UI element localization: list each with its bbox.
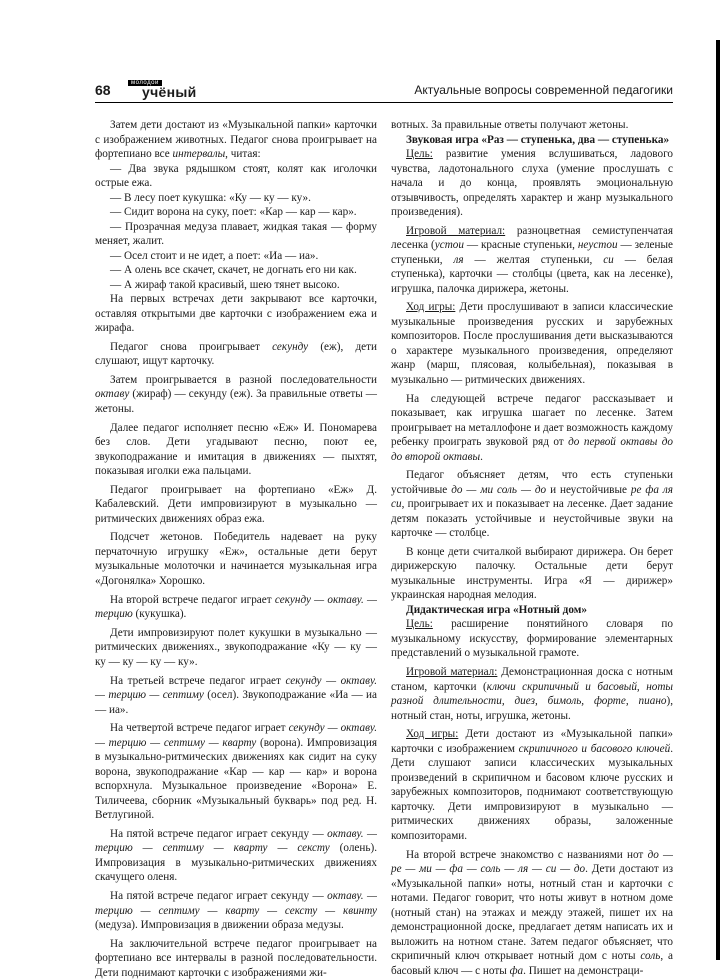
text-run: Далее педагог исполняет песню «Еж» И. Пономарева без слов. Дети угадывают песню, поют ее, звукоподражание и имитация в движениях — пыхтят, показывая иголки ежа пальцами. [95,421,377,478]
italic-text: октаву. — терцию — септиму — кварту — сексту — квинту [95,890,377,917]
italic-text: до — ре — ми — фа — соль — ля — си — до [391,848,673,875]
text-run: развитие умения вслушиваться, ладового чувства, ладотонального слуха (умение прослушать с начала и до конца, проявлять эмоциональную отзывчивость, определять характер и жанр музыкального произведения). [391,148,673,218]
text-run: (медуза). Импровизация в движении образа медузы. [95,919,344,932]
paragraph [391,147,673,220]
page-header [95,80,673,103]
section-heading [391,133,673,148]
paragraph [391,392,673,465]
page-number: 68 [95,82,111,98]
text-run: — красные ступеньки, [463,239,578,252]
paragraph [391,118,673,133]
text-run: На первых встречах дети закрывают все карточки, оставляя открытыми две карточки с изображением ежа и жирафа. [95,293,377,334]
text-run: Звуковая игра «Раз — ступенька, два — ступенька» [406,133,670,146]
text-run: — А жираф такой красивый, шею тянет высоко. [110,278,340,291]
text-run: На второй встрече знакомство с названиями нот [406,848,648,861]
text-run: (еж), дети слушают, ищут карточку. [95,340,377,368]
section-heading [391,603,673,618]
text-run: На пятой встрече педагог играет секунду — [110,827,328,840]
italic-text: фа [509,964,524,977]
text-run: . Пишет на демонстраци- [523,964,644,977]
text-run: Дидактическая игра «Нотный дом» [406,603,587,616]
paragraph [95,421,377,479]
paragraph [391,665,673,723]
paragraph [391,727,673,843]
italic-text: ля [453,253,464,266]
underlined-label: Ход игры: [406,728,459,741]
italic-text: интервалы [172,148,226,160]
text-run: Дети достают из «Музыкальной папки» карточки с изображением [391,728,673,755]
text-run: . Дети слушают записи классических музыкальных произведений в скрипичном и басовом ключе русских и зарубежных композиторов, поднимают соответствующую карточку. Дети импровизируют в музыкально — ритмических движениях образы, заложенные композиторами. [391,742,673,842]
paragraph [391,300,673,387]
italic-text: октаву [95,388,130,401]
paragraph [95,373,377,417]
text-run: Педагог объясняет детям, что есть ступеньки устойчивые [391,469,673,496]
italic-text: скрипичного и басового ключей [518,742,671,755]
text-run: , проигрывает их и показывает на лесенке. Дает задание детям показать устойчивые и неустойчивые звуки на карточке — столбце. [391,498,673,540]
text-run: Дети прослушивают в записи классические музыкальные произведения русских и зарубежных композиторов. После прослушивания дети высказываются о характере музыкального произведения, определяют жанр (марш, плясовая, колыбельная), показывая в музыкально — ритмических движениях. [391,301,673,386]
text-run: — желтая ступеньки, [463,253,604,266]
italic-text: секунду — октаву. — терцию — септиму — кварту [95,722,377,749]
italic-text: октаву. — терцию — септиму — кварту — сексту [95,827,377,855]
paragraph [391,468,673,541]
text-run: На пятой встрече педагог играет секунду — [110,890,328,903]
italic-text: ключи скрипичный и басовый, ноты разной длительности, диез, бимоль, форте, пиано [391,680,674,708]
journal-logo [128,80,200,100]
italic-text: неустои [577,239,618,252]
paragraph [95,205,377,220]
text-run: расширение понятийного словаря по музыкальному искусству, формирование элементарных представлений о музыкальной грамоте. [391,618,673,660]
page-edge-shadow [716,40,720,960]
text-run: Педагог проигрывает на фортепиано «Еж» Д. Кабалевский. Дети импровизируют в музыкально — ритмических движениях образ ежа. [95,483,377,525]
paragraph [391,545,673,603]
paragraph [95,827,377,885]
text-run: — Прозрачная медуза плавает, жидкая такая — форму меняет, жалит. [95,220,377,247]
text-run: — В лесу поет кукушка: «Ку — ку — ку». [110,191,311,204]
paragraph [95,263,377,278]
underlined-label: Игровой материал: [406,224,506,237]
underlined-label: Игровой материал: [406,666,498,679]
text-run: разноцветная семиступенчатая лесенка ( [391,224,674,252]
paragraph [95,162,377,191]
paragraph [95,292,377,336]
text-run: Затем дети достают из «Музыкальной папки» карточки с изображением животных. Педагог снова проигрывает на фортепиано все [95,119,377,160]
right-column [391,118,673,978]
paragraph [95,937,377,980]
italic-text: устои [434,239,464,252]
text-run: Демонстрационная доска с нотным станом, карточки ( [391,666,674,693]
paragraph [95,118,377,162]
logo-small-text: молодой [128,80,162,86]
paragraph [95,249,377,264]
text-run: , читая: [225,148,261,160]
text-run: (олень). Импровизация в музыкально-ритмических движениях скачущего оленя. [95,842,377,884]
text-run: — зеленые ступеньки, [391,239,673,266]
paragraph [95,278,377,293]
italic-text: до первой октавы до до второй октавы [391,436,673,463]
text-run: . Дети достают из «Музыкальной папки» ноты, нотный стан и карточки с нотами. Педагог говорит, что ноты живут в нотном доме (нотный стан) на этажах и между этажей, пишет их на демонстрационной доске, предлагает детям написать их и выложить на нотном стане. Затем педагог объясняет, что скрипичный ключ открывает нотный дом с ноты [391,863,673,962]
text-run: Дети импровизируют полет кукушки в музыкально — ритмических движениях., звукоподражание «Ку — ку — ку — ку — ку — ку». [95,626,377,668]
paragraph [95,483,377,527]
text-run: На четвертой встрече педагог играет [110,722,289,735]
paragraph [95,721,377,823]
italic-text: соль [640,950,661,962]
italic-text: секунду [272,340,309,353]
text-run: — Сидит ворона на суку, поет: «Кар — кар — кар». [110,206,357,218]
text-run: (жираф) — секунду (еж). За правильные ответы — жетоны. [95,388,377,415]
text-run: На второй встрече педагог играет [110,593,275,606]
running-title: Актуальные вопросы современной педагогики [414,83,673,97]
underlined-label: Цель: [406,148,433,160]
underlined-label: Цель: [406,618,433,631]
italic-text: до — ми соль — до [451,483,547,496]
left-column [95,118,377,980]
text-run: В конце дети считалкой выбирают дирижера. Он берет дирижерскую палочку. Остальные дети берут музыкальные инструменты. Игра «Я — дирижер» украинская народная мелодия. [391,545,673,602]
paragraph [391,617,673,661]
paragraph [95,340,377,369]
text-run: — Осел стоит и не идет, а поет: «Иа — иа». [110,249,319,262]
text-run: (кукушка). [132,608,187,621]
paragraph [95,220,377,249]
text-run: На следующей встрече педагог рассказывает и показывает, как игрушка шагает по лесенке. Затем проигрывает на металлофоне и дает возможность каждому ребенку проиграть звуковой ряд от [391,392,673,449]
text-run: Подсчет жетонов. Победитель надевает на руку перчаточную игрушку «Еж», остальные дети берут музыкальные молоточки и начинается музыкальная игра «Догонялка» Хорошко. [95,531,377,587]
paragraph [391,848,673,979]
text-run: — белая ступенька), карточки — столбцы (цвета, как на лесенке), игрушка, палочка дирижера, жетоны. [391,253,673,295]
text-run: (ворона). Импровизация в музыкально-ритмических движениях как сидит на суку ворона, звукоподражание «Кар — кар — кар» и ворона вспорхнула. Музыкальное произведение «Ворона» Е. Тиличеева, сборник «Музыкальный букварь» под ред. Н. Ветлугиной. [95,736,378,822]
text-run: . [480,450,483,463]
italic-text: секунду — октаву. — терцию — септиму [95,674,377,701]
text-run: На третьей встрече педагог играет [110,674,286,687]
text-run: Затем проигрывается в разной последовательности [110,373,377,386]
italic-text: секунду — октаву. — терцию [95,593,377,621]
text-run: вотных. За правильные ответы получают жетоны. [391,119,629,131]
text-run: и неустойчивые [546,483,631,496]
paragraph [95,530,377,588]
text-run: (осел). Звукоподражание «Иа — иа — иа». [95,689,377,716]
paragraph [95,593,377,622]
logo-big-text: учёный [142,84,197,100]
paragraph [95,626,377,670]
italic-text: ре фа ля си [391,483,673,511]
text-run: На заключительной встрече педагог проигрывает на фортепиано все интервалы в разной последовательности. Дети поднимают карточки с изображениями жи- [95,937,377,979]
paragraph [95,191,377,206]
paragraph [95,674,377,718]
paragraph [95,889,377,933]
paragraph [391,224,673,297]
text-run: — А олень все скачет, скачет, не догнать его ни как. [110,264,357,276]
text-run: ), нотный стан, ноты, игрушка, жетоны. [391,695,673,722]
underlined-label: Ход игры: [406,301,456,314]
text-run: — Два звука рядышком стоят, колят как иголочки острые ежа. [95,162,377,189]
italic-text: си [603,253,614,266]
text-run: Педагог снова проигрывает [110,340,273,353]
text-run: , а басовый ключ — с ноты [391,950,673,977]
